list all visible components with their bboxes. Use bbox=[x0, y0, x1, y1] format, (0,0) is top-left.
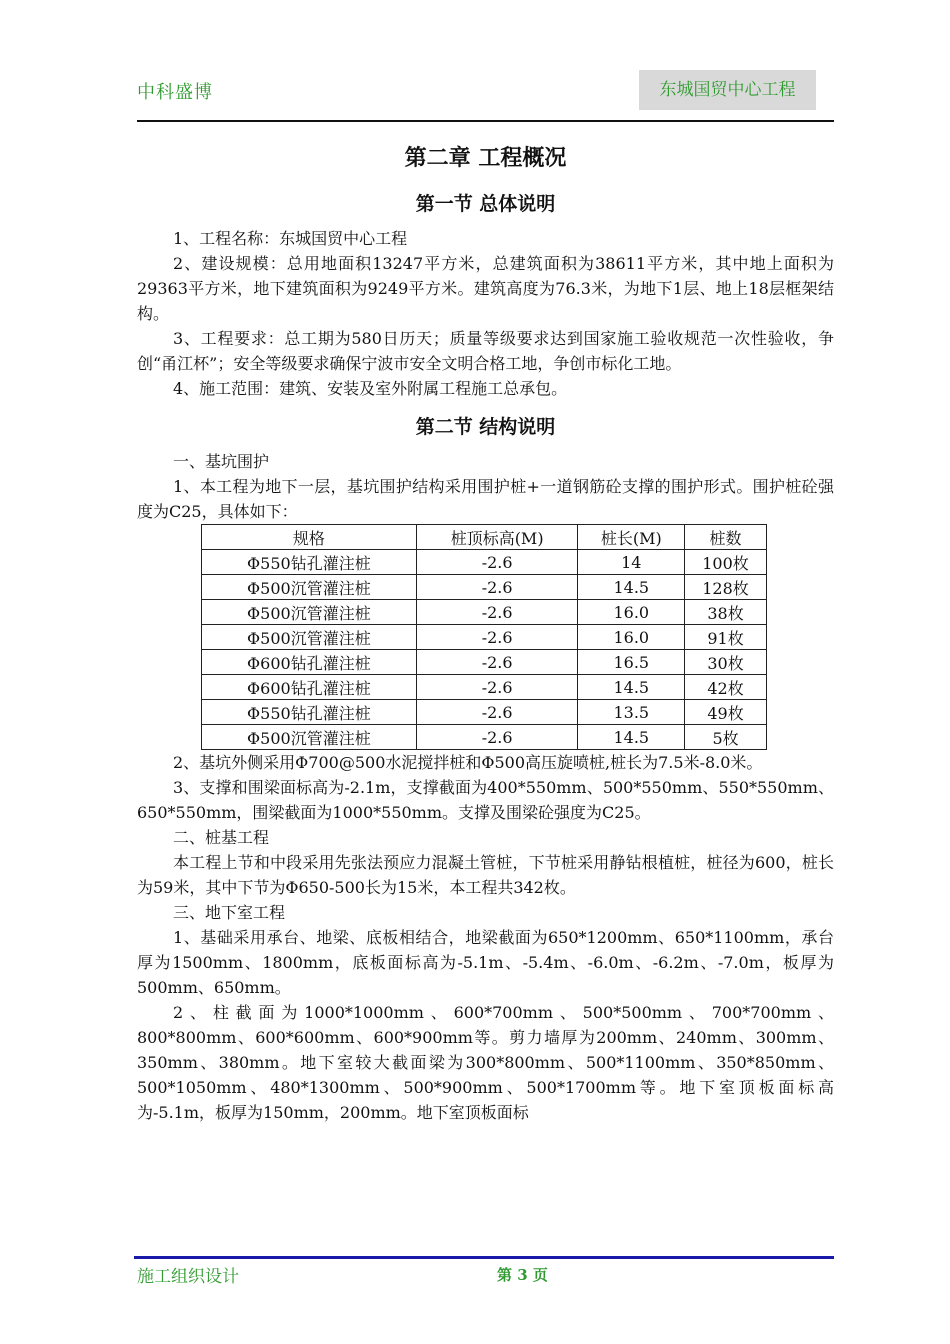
table-cell: Φ600钻孔灌注桩 bbox=[202, 650, 417, 675]
table-cell: Φ600钻孔灌注桩 bbox=[202, 675, 417, 700]
table-cell: 128枚 bbox=[685, 575, 767, 600]
table-cell: 14.5 bbox=[578, 575, 685, 600]
column-header: 桩顶标高(M) bbox=[416, 525, 578, 550]
page-number: 第 3 页 bbox=[497, 1266, 548, 1284]
table-cell: 16.5 bbox=[578, 650, 685, 675]
table-row bbox=[202, 700, 767, 725]
column-header: 规格 bbox=[202, 525, 417, 550]
table-cell: 16.0 bbox=[578, 625, 685, 650]
paragraph: 2、柱截面为1000*1000mm、600*700mm、500*500mm、700*700mm、800*800mm、600*600mm、600*900mm等。剪力墙厚为200mm、240mm、300mm、350mm、380mm。地下室较大截面梁为300*800mm、500*1100mm、350*850mm、500*1050mm、480*1300mm、500*900mm、500*1700mm等。地下室顶板面标高为-5.1m，板厚为150mm，200mm。地下室顶板面标 bbox=[137, 1003, 834, 1122]
table-cell: 49枚 bbox=[685, 700, 767, 725]
table-cell: 91枚 bbox=[685, 625, 767, 650]
paragraph: 1、本工程为地下一层，基坑围护结构采用围护桩+一道钢筋砼支撑的围护形式。围护桩砼强度为C25，具体如下： bbox=[137, 477, 834, 521]
table-row bbox=[202, 600, 767, 625]
table-cell: -2.6 bbox=[416, 550, 578, 575]
table-cell: 13.5 bbox=[578, 700, 685, 725]
section1-title: 第一节 总体说明 bbox=[415, 193, 556, 215]
footer-rule bbox=[134, 1256, 834, 1259]
table-cell: 14.5 bbox=[578, 675, 685, 700]
table-cell: -2.6 bbox=[416, 600, 578, 625]
chapter-title: 第二章 工程概况 bbox=[404, 146, 567, 171]
table-cell: 5枚 bbox=[685, 725, 767, 750]
document-body bbox=[137, 140, 834, 1125]
paragraph: 3、工程要求：总工期为580日历天；质量等级要求达到国家施工验收规范一次性验收，争创“甬江杯”；安全等级要求确保宁波市安全文明合格工地，争创市标化工地。 bbox=[137, 329, 834, 373]
table-cell: 100枚 bbox=[685, 550, 767, 575]
paragraph: 3、支撑和围梁面标高为-2.1m，支撑截面为400*550mm、500*550mm、550*550mm、650*550mm，围梁截面为1000*550mm。支撑及围梁砼强度为C25。 bbox=[137, 778, 834, 822]
pile-table bbox=[201, 524, 767, 750]
table-row bbox=[202, 550, 767, 575]
table-cell: Φ550钻孔灌注桩 bbox=[202, 700, 417, 725]
header-project-name: 东城国贸中心工程 bbox=[639, 70, 816, 110]
subheading-basement: 三、地下室工程 bbox=[173, 903, 286, 922]
subheading-pile-foundation: 二、桩基工程 bbox=[173, 828, 270, 847]
column-header: 桩数 bbox=[685, 525, 767, 550]
table-cell: -2.6 bbox=[416, 700, 578, 725]
footer-doc-title: 施工组织设计 bbox=[137, 1267, 239, 1287]
table-cell: 38枚 bbox=[685, 600, 767, 625]
table-cell: 14.5 bbox=[578, 725, 685, 750]
paragraph: 2、建设规模：总用地面积13247平方米，总建筑面积为38611平方米，其中地上面积为29363平方米，地下建筑面积为9249平方米。建筑高度为76.3米，为地下1层、地上18层框架结构。 bbox=[137, 254, 834, 323]
table-row bbox=[202, 575, 767, 600]
table-cell: 42枚 bbox=[685, 675, 767, 700]
table-header-row bbox=[202, 525, 767, 550]
table-row bbox=[202, 675, 767, 700]
table-cell: Φ550钻孔灌注桩 bbox=[202, 550, 417, 575]
column-header: 桩长(M) bbox=[578, 525, 685, 550]
paragraph: 4、施工范围：建筑、安装及室外附属工程施工总承包。 bbox=[173, 379, 568, 398]
table-cell: -2.6 bbox=[416, 625, 578, 650]
table-cell: -2.6 bbox=[416, 575, 578, 600]
table-cell: Φ500沉管灌注桩 bbox=[202, 725, 417, 750]
paragraph: 2、基坑外侧采用Φ700@500水泥搅拌桩和Φ500高压旋喷桩,桩长为7.5米-8.0米。 bbox=[173, 753, 763, 772]
table-cell: Φ500沉管灌注桩 bbox=[202, 625, 417, 650]
table-row bbox=[202, 650, 767, 675]
paragraph: 1、工程名称：东城国贸中心工程 bbox=[173, 229, 408, 248]
table-cell: -2.6 bbox=[416, 650, 578, 675]
header-rule bbox=[137, 120, 834, 122]
table-cell: 14 bbox=[578, 550, 685, 575]
subheading-foundation-pit: 一、基坑围护 bbox=[173, 452, 270, 471]
table-cell: Φ500沉管灌注桩 bbox=[202, 575, 417, 600]
table-cell: 16.0 bbox=[578, 600, 685, 625]
paragraph: 本工程上节和中段采用先张法预应力混凝土管桩，下节桩采用静钻根植桩，桩径为600，桩长为59米，其中下节为Φ650-500长为15米，本工程共342枚。 bbox=[137, 853, 834, 897]
table-row bbox=[202, 625, 767, 650]
table-cell: -2.6 bbox=[416, 675, 578, 700]
paragraph: 1、基础采用承台、地梁、底板相结合，地梁截面为650*1200mm、650*1100mm，承台厚为1500mm、1800mm，底板面标高为-5.1m、-5.4m、-6.0m、-6.2m、-7.0m，板厚为500mm、650mm。 bbox=[137, 928, 834, 997]
table-cell: 30枚 bbox=[685, 650, 767, 675]
header-company: 中科盛博 bbox=[137, 82, 213, 103]
section2-title: 第二节 结构说明 bbox=[415, 416, 556, 438]
table-cell: Φ500沉管灌注桩 bbox=[202, 600, 417, 625]
table-row bbox=[202, 725, 767, 750]
table-cell: -2.6 bbox=[416, 725, 578, 750]
